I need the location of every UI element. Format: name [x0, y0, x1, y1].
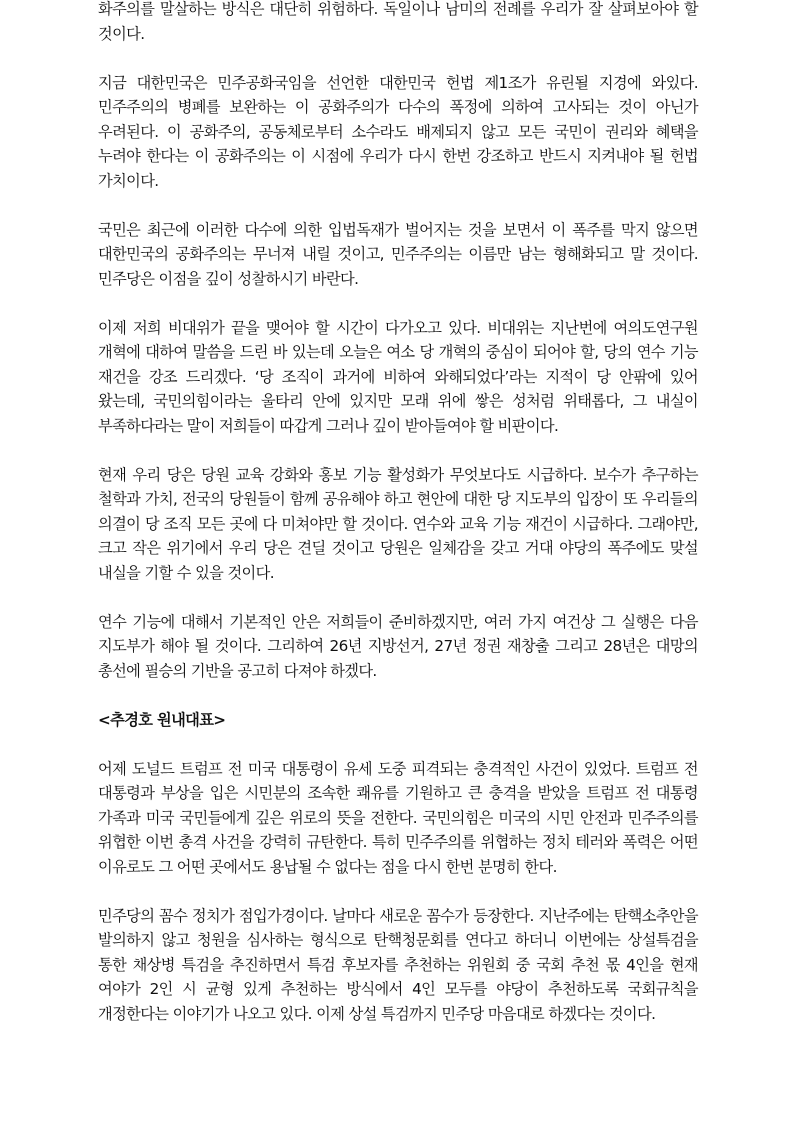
- paragraph: 지금 대한민국은 민주공화국임을 선언한 대한민국 헌법 제1조가 유린될 지경에 와있다. 민주주의의 병폐를 보완하는 이 공화주의가 다수의 폭정에 의하여 고사되는 것이 아닌가 우려된다. 이 공화주의, 공동체로부터 소수라도 배제되지 않고 모든 국민이 권리와 혜택을 누려야 한다는 이 공화주의는 이 시점에 우리가 다시 한번 강조하고 반드시 지켜내야 될 헌법 가치이다.: [98, 73, 698, 190]
- paragraph: 국민은 최근에 이러한 다수에 의한 입법독재가 벌어지는 것을 보면서 이 폭주를 막지 않으면 대한민국의 공화주의는 무너져 내릴 것이고, 민주주의는 이름만 남는 형해화되고 말 것이다. 민주당은 이점을 깊이 성찰하시기 바란다.: [98, 220, 698, 288]
- paragraph: 현재 우리 당은 당원 교육 강화와 홍보 기능 활성화가 무엇보다도 시급하다. 보수가 추구하는 철학과 가치, 전국의 당원들이 함께 공유해야 하고 현안에 대한 당 지도부의 입장이 또 우리들의 의결이 당 조직 모든 곳에 다 미쳐야만 할 것이다. 연수와 교육 기능 재건이 시급하다. 그래야만, 크고 작은 위기에서 우리 당은 견딜 것이고 당원은 일체감을 갖고 거대 야당의 폭주에도 맞설 내실을 기할 수 있을 것이다.: [98, 465, 699, 582]
- paragraph: 어제 도널드 트럼프 전 미국 대통령이 유세 도중 피격되는 충격적인 사건이 있었다. 트럼프 전 대통령과 부상을 입은 시민분의 조속한 쾌유를 기원하고 큰 충격을 받았을 트럼프 전 대통령 가족과 미국 국민들에게 깊은 위로의 뜻을 전한다. 국민의힘은 미국의 시민 안전과 민주주의를 위협한 이번 총격 사건을 강력히 규탄한다. 특히 민주주의를 위협하는 정치 테러와 폭력은 어떤 이유로도 그 어떤 곳에서도 용납될 수 없다는 점을 다시 한번 분명히 한다.: [98, 759, 698, 876]
- paragraph: 이제 저희 비대위가 끝을 맺어야 할 시간이 다가오고 있다. 비대위는 지난번에 여의도연구원 개혁에 대하여 말씀을 드린 바 있는데 오늘은 여소 당 개혁의 중심이 되어야 할, 당의 연수 기능 재건을 강조 드리겠다. ‘당 조직이 과거에 비하여 와해되었다’라는 지적이 당 안팎에 있어 왔는데, 국민의힘이라는 울타리 안에 있지만 모래 위에 쌓은 성처럼 위태롭다, 그 내실이 부족하다라는 말이 저희들이 따갑게 그러나 깊이 받아들여야 할 비판이다.: [98, 318, 698, 435]
- section-heading: <추경호 원내대표>: [98, 710, 226, 729]
- paragraph: 화주의를 말살하는 방식은 대단히 위험하다. 독일이나 남미의 전례를 우리가 잘 살펴보아야 할 것이다.: [98, 0, 698, 43]
- document-body: [98, 0, 698, 1026]
- paragraph: 민주당의 꼼수 정치가 점입가경이다. 날마다 새로운 꼼수가 등장한다. 지난주에는 탄핵소추안을 발의하지 않고 청원을 심사하는 형식으로 탄핵청문회를 연다고 하더니 이번에는 상설특검을 통한 채상병 특검을 추진하면서 특검 후보자를 추천하는 위원회 중 국회 추천 몫 4인을 현재 여야가 2인 시 균형 있게 추천하는 방식에서 4인 모두를 야당이 추천하도록 국회규칙을 개정한다는 이야기가 나오고 있다. 이제 상설 특검까지 민주당 마음대로 하겠다는 것이다.: [98, 906, 698, 1023]
- paragraph: 연수 기능에 대해서 기본적인 안은 저희들이 준비하겠지만, 여러 가지 여건상 그 실행은 다음 지도부가 해야 될 것이다. 그리하여 26년 지방선거, 27년 정권 재창출 그리고 28년은 대망의 총선에 필승의 기반을 공고히 다져야 하겠다.: [98, 612, 698, 680]
